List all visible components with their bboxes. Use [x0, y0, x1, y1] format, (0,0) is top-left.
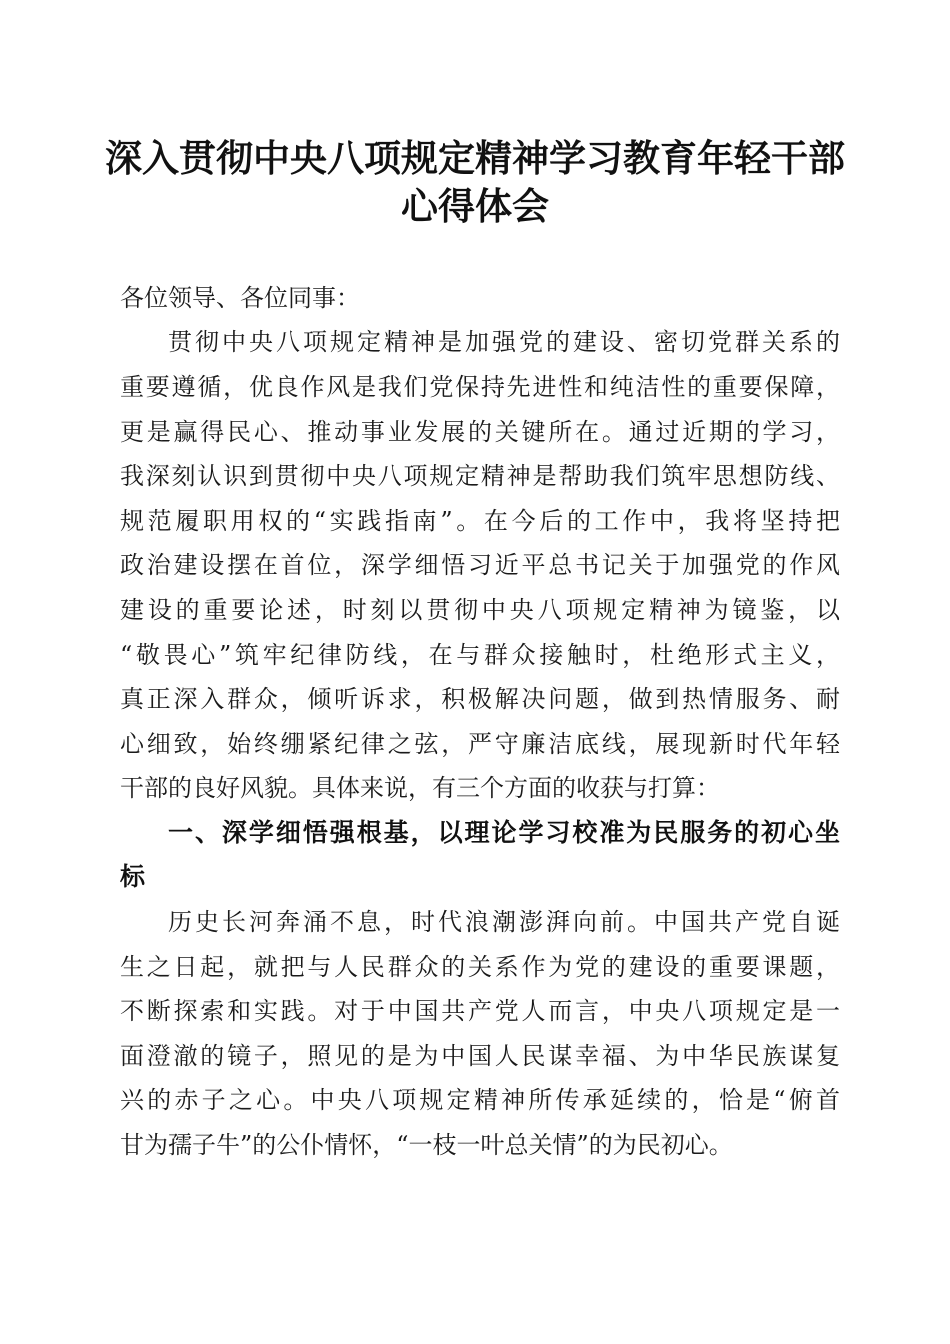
paragraph-2-line-1: 历史长河奔涌不息，时代浪潮澎湃向前。中国共产党自诞	[168, 908, 840, 936]
paragraph-1-line-7: 建设的重要论述，时刻以贯彻中央八项规定精神为镜鉴，以	[120, 596, 840, 624]
section-heading-1-line-1: 一、深学细悟强根基，以理论学习校准为民服务的初心坐	[168, 818, 840, 847]
section-heading-1-line-2: 标	[120, 862, 146, 891]
paragraph-1-line-8: “敬畏心”筑牢纪律防线，在与群众接触时，杜绝形式主义，	[120, 641, 840, 669]
paragraph-2-line-4: 面澄澈的镜子，照见的是为中国人民谋幸福、为中华民族谋复	[120, 1042, 840, 1070]
paragraph-1-line-1: 贯彻中央八项规定精神是加强党的建设、密切党群关系的	[168, 328, 840, 356]
document-title-line-1: 深入贯彻中央八项规定精神学习教育年轻干部	[105, 136, 845, 180]
paragraph-1-line-2: 重要遵循，优良作风是我们党保持先进性和纯洁性的重要保障，	[120, 373, 840, 401]
paragraph-2-line-2: 生之日起，就把与人民群众的关系作为党的建设的重要课题，	[120, 953, 840, 981]
paragraph-1-line-6: 政治建设摆在首位，深学细悟习近平总书记关于加强党的作风	[120, 551, 840, 579]
paragraph-1-line-5: 规范履职用权的“实践指南”。在今后的工作中，我将坚持把	[120, 507, 840, 535]
paragraph-1-line-11: 干部的良好风貌。具体来说，有三个方面的收获与打算：	[120, 774, 720, 802]
paragraph-1-line-9: 真正深入群众，倾听诉求，积极解决问题，做到热情服务、耐	[120, 685, 840, 713]
paragraph-1-line-4: 我深刻认识到贯彻中央八项规定精神是帮助我们筑牢思想防线、	[120, 462, 840, 490]
paragraph-2-line-3: 不断探索和实践。对于中国共产党人而言，中央八项规定是一	[120, 997, 840, 1025]
paragraph-1-line-10: 心细致，始终绷紧纪律之弦，严守廉洁底线，展现新时代年轻	[120, 730, 840, 758]
paragraph-1-line-3: 更是赢得民心、推动事业发展的关键所在。通过近期的学习，	[120, 418, 840, 446]
paragraph-2-line-6: 甘为孺子牛”的公仆情怀，“一枝一叶总关情”的为民初心。	[120, 1131, 733, 1159]
document-title-line-2: 心得体会	[401, 184, 549, 228]
salutation: 各位领导、各位同事：	[120, 284, 360, 312]
paragraph-2-line-5: 兴的赤子之心。中央八项规定精神所传承延续的，恰是“俯首	[120, 1086, 840, 1114]
